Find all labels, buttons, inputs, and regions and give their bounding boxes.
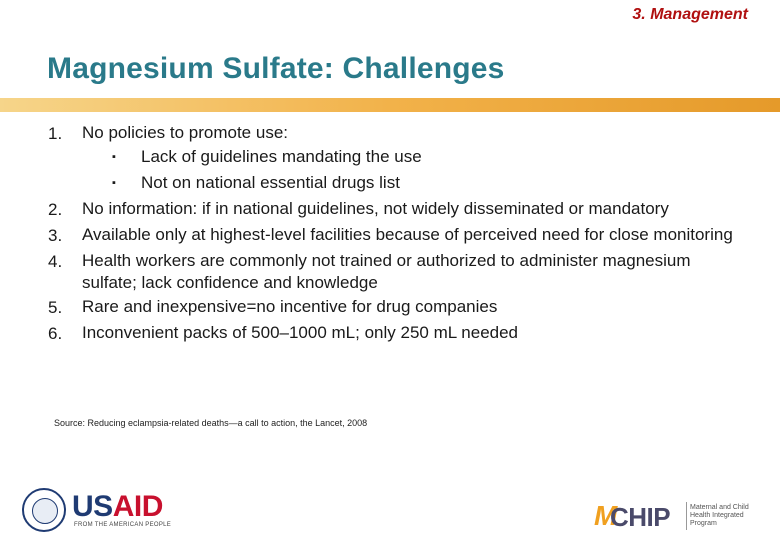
usaid-logo xyxy=(22,488,182,534)
list-number: 3. xyxy=(48,226,63,245)
list-text: No policies to promote use: xyxy=(82,123,288,142)
seal-icon xyxy=(22,488,66,532)
list-item xyxy=(48,122,748,196)
list-item xyxy=(48,296,748,320)
mchip-logo xyxy=(594,494,764,534)
mchip-wordmark: CHIP xyxy=(610,502,671,532)
list-number: 1. xyxy=(48,124,63,143)
usaid-tagline: FROM THE AMERICAN PEOPLE xyxy=(74,522,172,528)
mchip-tagline: Maternal and Child Health Integrated Program xyxy=(690,504,749,527)
sub-list-text: Not on national essential drugs list xyxy=(141,173,400,192)
bullet-icon: ▪ xyxy=(112,177,116,189)
sub-list-text: Lack of guidelines mandating the use xyxy=(141,147,422,166)
list-text: Available only at highest-level facilities because of perceived need for close monitoring xyxy=(82,225,733,244)
list-item xyxy=(48,224,748,248)
list-text: Inconvenient packs of 500–1000 mL; only 250 mL needed xyxy=(82,323,519,342)
sub-list-item xyxy=(112,170,748,196)
list-item xyxy=(48,250,748,294)
title-divider xyxy=(0,98,780,112)
usaid-wordmark: USAID xyxy=(72,490,163,523)
challenges-list xyxy=(48,122,748,346)
slide-title: Magnesium Sulfate: Challenges xyxy=(47,52,505,85)
list-text: Rare and inexpensive=no incentive for drug companies xyxy=(82,297,498,316)
list-number: 6. xyxy=(48,324,63,343)
list-text: Health workers are commonly not trained or authorized to administer magnesium sulfate; lack confidence and knowledge xyxy=(82,251,691,292)
sub-list-item xyxy=(112,144,748,170)
list-item xyxy=(48,322,748,346)
mchip-m-icon: M xyxy=(594,500,618,531)
list-number: 5. xyxy=(48,298,63,317)
list-item xyxy=(48,198,748,222)
section-tag: 3. Management xyxy=(632,6,748,23)
bullet-icon: ▪ xyxy=(112,151,116,163)
list-number: 2. xyxy=(48,200,63,219)
source-citation: Source: Reducing eclampsia-related deaths—a call to action, the Lancet, 2008 xyxy=(54,418,368,428)
list-number: 4. xyxy=(48,252,63,271)
mchip-divider xyxy=(686,502,687,530)
list-text: No information: if in national guidelines, not widely disseminated or mandatory xyxy=(82,199,669,218)
